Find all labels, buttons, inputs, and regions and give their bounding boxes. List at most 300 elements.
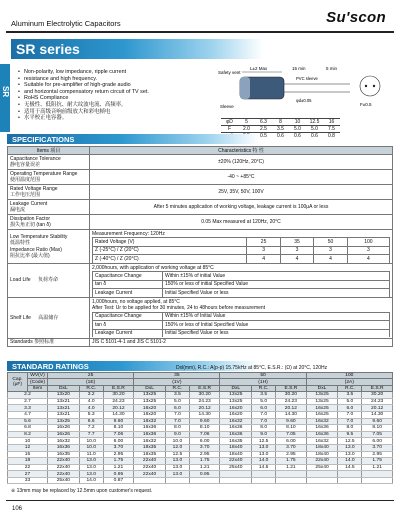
table-cell (134, 477, 166, 484)
table-cell: 10.0 (79, 438, 103, 445)
table-cell (220, 471, 252, 478)
table-cell: 9.0 (165, 431, 189, 438)
table-row (8, 451, 393, 458)
code-header: (1H) (220, 379, 306, 385)
table-cell: 16x26 (48, 425, 80, 432)
table-cell: 33 (8, 477, 48, 484)
table-cell: 20.12 (103, 405, 134, 412)
table-cell: 4 (314, 255, 347, 263)
table-cell: 3.5 (165, 392, 189, 399)
table-row (8, 170, 393, 185)
table-cell: 22x40 (220, 458, 252, 465)
sub-header: E.S.R (276, 385, 307, 391)
table-cell: 16x20 (220, 411, 252, 418)
header-divider (6, 31, 394, 33)
page-number: 106 (12, 506, 23, 512)
table-cell: 18x35 (134, 444, 166, 451)
spec-value: 0.05 Max measured at 120Hz, 20°C (90, 215, 393, 230)
shelf-life-table (92, 312, 390, 338)
table-cell (362, 471, 393, 478)
table-cell: 13x21 (48, 405, 80, 412)
table-cell: 18x40 (220, 451, 252, 458)
spec-label-cn: 损失角正切 (tan δ) (10, 222, 51, 228)
table-cell: 20.12 (189, 405, 220, 412)
table-cell: 22x40 (134, 464, 166, 471)
spec-label (8, 264, 90, 298)
table-cell: 12.0 (165, 444, 189, 451)
table-cell: 13.0 (79, 464, 103, 471)
table-cell: 24.23 (276, 398, 307, 405)
table-cell: 16x20 (134, 411, 166, 418)
table-row (93, 329, 390, 337)
table-header-row (8, 147, 393, 155)
table-cell: 3.5 (272, 126, 289, 133)
table-cell: 27 (8, 471, 48, 478)
spec-label-cn: 高温储存 (38, 314, 59, 321)
table-row (8, 338, 393, 347)
table-row (8, 398, 393, 405)
table-cell: 5.0 (165, 398, 189, 405)
table-cell (252, 471, 276, 478)
table-cell: 9.0 (252, 431, 276, 438)
table-cell: 4 (347, 255, 389, 263)
table-cell: 22x40 (134, 458, 166, 465)
voltage-header: 25 (48, 373, 134, 379)
table-cell: 13x20 (48, 392, 80, 399)
table-cell: 14.30 (276, 411, 307, 418)
table-cell (220, 477, 252, 484)
table-row (93, 272, 390, 281)
table-cell: 6.3 (255, 119, 272, 126)
table-cell: Initial Specified Value or less (163, 289, 390, 297)
table-row (8, 464, 393, 471)
table-row (8, 458, 393, 465)
table-cell: 8.10 (189, 425, 220, 432)
table-cell: 8.10 (362, 425, 393, 432)
table-cell: 12.5 (306, 119, 323, 126)
table-cell: 7.0 (165, 411, 189, 418)
table-cell: 2.0 (238, 126, 255, 133)
table-cell: 2.95 (189, 451, 220, 458)
table-row (8, 471, 393, 478)
spec-label-en: Capacitance Tolerance (10, 155, 61, 162)
cap-label: Cap. (12, 377, 23, 383)
table-cell: 3 (280, 246, 313, 255)
code-header: (1V) (134, 379, 220, 385)
table-cell: 22 (8, 464, 48, 471)
table-cell: 16x36 (220, 431, 252, 438)
table-cell: 18 (8, 458, 48, 465)
table-row (8, 405, 393, 412)
table-cell: 14.30 (189, 411, 220, 418)
spec-label (8, 230, 90, 264)
table-cell (362, 477, 393, 484)
table-cell: 25x40 (306, 464, 338, 471)
table-cell: 2.95 (103, 451, 134, 458)
test-condition: After Test: Ur to be applied for 30 minutes, 24 to 48hours before measurement (92, 305, 266, 311)
table-cell: Initial Specified Value or less (163, 329, 390, 337)
table-row (93, 312, 390, 321)
table-cell: 6.6 (79, 418, 103, 425)
table-cell (306, 477, 338, 484)
table-cell: 18x40 (306, 444, 338, 451)
spec-label (8, 185, 90, 200)
table-cell: 35 (280, 238, 313, 247)
table-row (93, 321, 390, 330)
table-cell: 16x36 (306, 425, 338, 432)
table-cell: 3.5 (252, 392, 276, 399)
brand-logo: Su'scon (326, 9, 386, 26)
feature-item: • 适用于高级音响前级放大和彩电帧电 (18, 109, 208, 116)
pitch-label: F±0.5 (360, 102, 372, 107)
table-cell: 6.0 (338, 405, 362, 412)
table-cell: 3.3 (8, 405, 48, 412)
table-cell: 18x40 (220, 444, 252, 451)
table-cell: 16x32 (48, 438, 80, 445)
table-cell: 5 (238, 119, 255, 126)
lead-dot (365, 85, 367, 87)
table-cell: 25x40 (48, 477, 80, 484)
table-cell: 16x25 (306, 411, 338, 418)
table-cell: 5.0 (252, 398, 276, 405)
spec-label-en: Leakage Current (10, 200, 48, 207)
column-header: Items 项目 (8, 147, 90, 155)
table-cell: 16x35 (48, 451, 80, 458)
table-cell: tan δ (93, 280, 163, 289)
test-condition: 2,000hours, with application of working voltage at 85°C (92, 264, 214, 271)
spec-label-cn: 阻抗比率 (最大值) (10, 253, 50, 259)
table-cell: 1.75 (362, 458, 393, 465)
table-cell: 13.0 (338, 444, 362, 451)
table-cell: 2.95 (276, 451, 307, 458)
table-row (8, 230, 393, 264)
table-cell (338, 471, 362, 478)
table-cell: 3 (347, 246, 389, 255)
sub-header: R.C. (79, 385, 103, 391)
table-cell: 7.05 (276, 431, 307, 438)
table-row (8, 438, 393, 445)
specifications-table (7, 146, 393, 347)
sub-header: E.S.R (103, 385, 134, 391)
table-row (8, 444, 393, 451)
table-cell: 20.12 (276, 405, 307, 412)
sub-header: DxL (134, 385, 166, 391)
table-cell (276, 477, 307, 484)
table-row (8, 185, 393, 200)
table-cell: 7.7 (79, 431, 103, 438)
table-cell: 13x25 (134, 398, 166, 405)
table-cell: 13x25 (220, 392, 252, 399)
table-cell: 4.0 (79, 398, 103, 405)
ratings-note: Dxl(mm), R.C.: A(p-p) 15.75kHz at 85°C, E.S.R.: (Ω) at 20°C, 120Hz (176, 365, 328, 371)
table-cell: 13x21 (48, 398, 80, 405)
measurement-frequency: Measurement Frequency: 120Hz (92, 230, 165, 237)
table-cell: 1.21 (276, 464, 307, 471)
table-cell: 13x25 (306, 392, 338, 399)
table-cell: 8.0 (165, 425, 189, 432)
table-cell: 12.5 (338, 438, 362, 445)
table-cell: 2.95 (362, 451, 393, 458)
table-row (8, 155, 393, 170)
table-row (8, 418, 393, 425)
table-cell: 30.20 (189, 392, 220, 399)
table-cell (252, 477, 276, 484)
table-cell: 24.23 (189, 398, 220, 405)
table-cell: Leakage Current (93, 329, 163, 337)
spec-label (8, 170, 90, 185)
spec-label-en: Load Life (10, 277, 31, 284)
series-title: SR series (16, 41, 80, 57)
test-condition: 1,000hours, no voltage applied, at 85°C (92, 298, 180, 305)
table-cell: 25x40 (220, 464, 252, 471)
table-row (8, 264, 393, 298)
voltage-header: 100 (306, 373, 392, 379)
table-cell: 100 (347, 238, 389, 247)
spec-label-cn: 漏电流 (10, 207, 26, 213)
spec-label-cn: 使用温度范围 (10, 177, 41, 183)
table-cell: 16x36 (134, 425, 166, 432)
spec-value: JIS C 5101-4-1 and JIS C 5101-2 (90, 338, 393, 347)
table-cell: 16x36 (306, 431, 338, 438)
table-cell: 5.6 (8, 418, 48, 425)
table-cell: 22x40 (48, 471, 80, 478)
capacitor-dimension-drawing (200, 64, 390, 116)
voltage-header: 35 (134, 373, 220, 379)
table-cell: 5.0 (306, 126, 323, 133)
table-cell: 2.2 (8, 392, 48, 399)
table-cell: 13x25 (134, 392, 166, 399)
table-cell: 6.00 (362, 438, 393, 445)
table-cell: 6.0 (252, 405, 276, 412)
table-cell: 7.06 (189, 431, 220, 438)
feature-item: • and horizontal compensatory return circuit of TV set. (18, 89, 208, 96)
table-cell: 7.06 (103, 431, 134, 438)
spec-label-en: Rated Voltage Range (10, 185, 58, 192)
table-cell: 7.0 (165, 418, 189, 425)
table-cell: 24.23 (103, 398, 134, 405)
spec-label (8, 200, 90, 215)
table-cell: 16 (323, 119, 340, 126)
table-cell: 18x40 (306, 451, 338, 458)
series-side-tab (0, 64, 10, 132)
table-cell: 9.60 (103, 418, 134, 425)
table-cell: 13x21 (48, 411, 80, 418)
table-cell: 13.0 (165, 464, 189, 471)
feature-list (18, 69, 208, 122)
table-cell: 13.0 (165, 458, 189, 465)
table-cell: Leakage Current (93, 289, 163, 297)
table-row (93, 289, 390, 297)
table-cell: 16x32 (220, 418, 252, 425)
table-cell: 3.70 (362, 444, 393, 451)
table-cell: 1.75 (103, 458, 134, 465)
table-cell: 1.21 (103, 464, 134, 471)
table-cell: 1.75 (189, 458, 220, 465)
table-cell: 6.00 (103, 438, 134, 445)
spec-value: -40 ~ +85°C (90, 170, 393, 185)
spec-label-cn: 静电容量误差 (10, 162, 41, 168)
specifications-banner (7, 134, 259, 144)
lead-length-label: 5 min (326, 66, 338, 71)
table-cell: 0.95 (189, 471, 220, 478)
table-cell: 16x36 (134, 431, 166, 438)
table-cell: Capacitance Change (93, 272, 163, 281)
table-cell: 10.0 (165, 438, 189, 445)
table-cell (189, 477, 220, 484)
end-view-circle (360, 76, 380, 96)
table-cell: 1.21 (362, 464, 393, 471)
load-life-table (92, 271, 390, 297)
table-cell: 13.0 (79, 471, 103, 478)
table-row (8, 298, 393, 339)
table-cell: 14.0 (79, 477, 103, 484)
table-row (93, 255, 390, 263)
table-cell: 12 (8, 444, 48, 451)
table-cell: 0.8 (323, 133, 340, 140)
table-cell: 150% or less of initial Specified Value (163, 280, 390, 289)
sleeve-label: Sleeve (220, 104, 234, 109)
table-cell: 12.5 (165, 451, 189, 458)
table-cell (338, 477, 362, 484)
table-cell: 3.2 (79, 392, 103, 399)
table-cell: 9.60 (189, 418, 220, 425)
column-header: Item (28, 385, 48, 391)
table-cell: 0.87 (103, 477, 134, 484)
table-cell: 0.95 (103, 471, 134, 478)
feature-item: • RoHS Compliance (18, 95, 208, 102)
spec-label-en: Impedance Ratio (Max) (10, 246, 62, 253)
standard-ratings-table (7, 372, 393, 484)
table-cell: 6.8 (8, 425, 48, 432)
sub-header: DxL (48, 385, 80, 391)
capacitor-cap (240, 77, 250, 99)
table-cell: 20.12 (362, 405, 393, 412)
feature-item: • resistance and high frequency. (18, 76, 208, 83)
table-cell: 3 (314, 246, 347, 255)
table-cell: 5.3 (79, 411, 103, 418)
table-cell: 22x40 (48, 464, 80, 471)
table-cell: 16x20 (220, 405, 252, 412)
spec-value: ±20% (120Hz, 20°C) (90, 155, 393, 170)
table-cell: 16x20 (134, 405, 166, 412)
table-cell: 0.5 (255, 133, 272, 140)
table-cell: 9.60 (276, 418, 307, 425)
table-cell: 14.30 (362, 411, 393, 418)
specifications-title: SPECIFICATIONS (12, 135, 75, 144)
table-cell: 16x36 (48, 444, 80, 451)
table-cell: 8.2 (8, 431, 48, 438)
safety-vent-label: Safety vent (218, 70, 241, 75)
table-cell: 13.0 (252, 451, 276, 458)
table-cell: 8.0 (252, 425, 276, 432)
table-cell: 16x32 (134, 438, 166, 445)
table-cell: 13.0 (338, 451, 362, 458)
table-cell: 16x26 (48, 431, 80, 438)
table-cell (165, 477, 189, 484)
table-cell: 30.20 (276, 392, 307, 399)
table-row (221, 126, 340, 133)
spec-value: After 5 minutes application of working voltage, leakage current is 100μA or less (90, 200, 393, 215)
table-cell: 13.0 (252, 444, 276, 451)
spec-label-cn: 工作电压范围 (10, 192, 41, 198)
table-cell: 8 (272, 119, 289, 126)
table-cell: 7.0 (252, 418, 276, 425)
table-cell: tan δ (93, 321, 163, 330)
table-cell: 7.0 (338, 418, 362, 425)
table-cell: 6.00 (189, 438, 220, 445)
table-cell: 7.05 (362, 431, 393, 438)
ratings-body (8, 392, 393, 484)
table-cell: F (221, 126, 238, 133)
table-cell: 7.2 (79, 425, 103, 432)
table-cell: 13.0 (165, 471, 189, 478)
spec-label-cn: 负荷寿命 (37, 277, 58, 284)
spec-label-en: Low Temperature Stability (10, 233, 68, 240)
table-cell: 0.6 (306, 133, 323, 140)
table-cell: 13x25 (220, 398, 252, 405)
table-cell: 30.20 (362, 392, 393, 399)
spec-value (90, 230, 393, 264)
table-cell: 13x25 (306, 398, 338, 405)
table-cell: 14.30 (103, 411, 134, 418)
spec-value: 25V, 35V, 50V, 100V (90, 185, 393, 200)
table-cell: 3.70 (103, 444, 134, 451)
table-cell: 2.7 (8, 398, 48, 405)
table-cell: 3 (247, 246, 280, 255)
table-cell: 9.60 (362, 418, 393, 425)
table-row (8, 425, 393, 432)
table-cell: 6.00 (276, 438, 307, 445)
table-cell: 15 (8, 451, 48, 458)
spec-label-cn: 低温特性 (10, 240, 31, 246)
table-cell: 11.0 (79, 451, 103, 458)
impedance-ratio-table (92, 237, 390, 263)
lead-diameter-label: φd±0.05 (296, 98, 312, 103)
table-row (8, 392, 393, 399)
feature-item: • Suitable for pre-amplifier of high-grade audio (18, 82, 208, 89)
table-cell: 3.70 (189, 444, 220, 451)
table-cell: 16x32 (134, 418, 166, 425)
table-cell: 2.5 (255, 126, 272, 133)
table-cell: 5.0 (289, 126, 306, 133)
table-cell: 10 (289, 119, 306, 126)
table-cell: Rated Voltage (V) (93, 238, 247, 247)
table-row (93, 246, 390, 255)
table-row (8, 200, 393, 215)
spec-label: Standards 参照标准 (8, 338, 90, 347)
table-cell: 50 (314, 238, 347, 247)
sub-header: E.S.R (362, 385, 393, 391)
table-cell: 14.0 (252, 458, 276, 465)
table-cell: 24.23 (362, 398, 393, 405)
table-cell: 3.70 (276, 444, 307, 451)
table-cell: 1.75 (276, 458, 307, 465)
column-header: WV(V) (28, 373, 48, 379)
table-cell: 22x40 (306, 458, 338, 465)
column-header (8, 373, 28, 392)
table-cell: 8.10 (103, 425, 134, 432)
cap-unit: (μF) (12, 382, 23, 388)
table-cell: 16x36 (220, 425, 252, 432)
spec-value (90, 298, 393, 339)
table-cell: 4.7 (8, 411, 48, 418)
table-cell (276, 471, 307, 478)
table-cell: Within ±15% of Initial Value (163, 312, 390, 321)
table-cell: 16x25 (306, 405, 338, 412)
table-row (8, 431, 393, 438)
table-row (8, 411, 393, 418)
sub-header: DxL (306, 385, 338, 391)
